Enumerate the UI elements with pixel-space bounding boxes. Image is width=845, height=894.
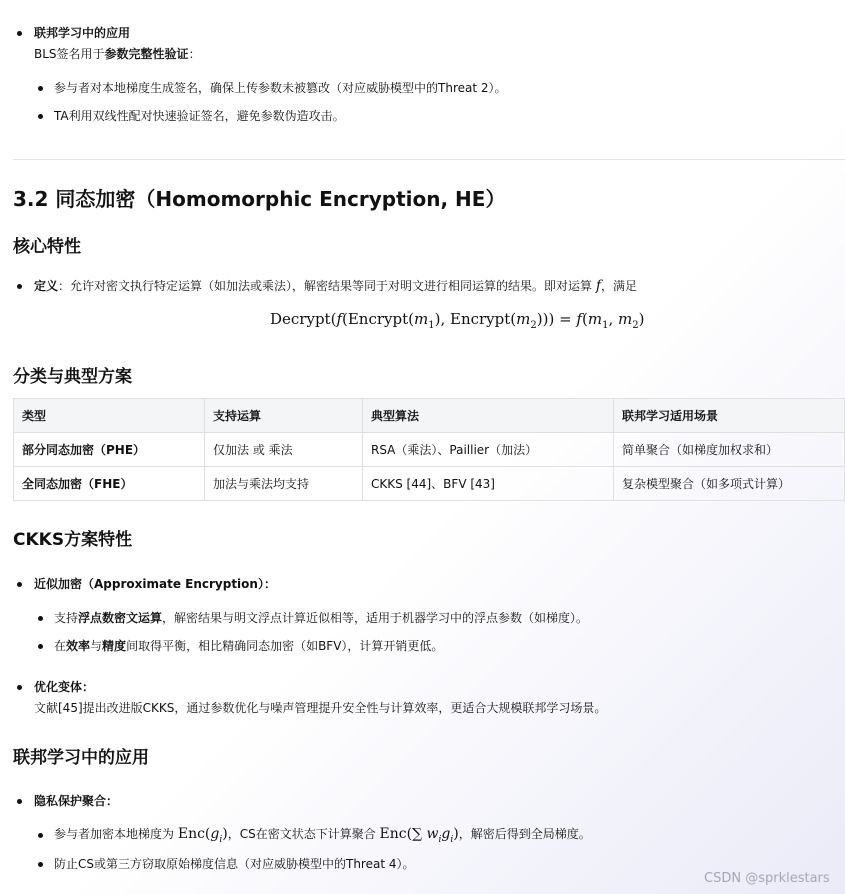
list-item: TA利用双线性配对快速验证签名，避免参数伪造攻击。 <box>54 109 345 123</box>
subsection-heading: 分类与典型方案 <box>13 367 132 387</box>
text-fragment: ，解密后得到全局梯度。 <box>458 827 591 841</box>
list-bullet <box>17 284 22 289</box>
table-cell: 全同态加密（FHE） <box>14 467 205 501</box>
section-title: 联邦学习中的应用 <box>34 26 131 40</box>
table-cell: 仅加法 或 乘法 <box>205 433 363 467</box>
list-item <box>54 826 591 848</box>
list-bullet <box>17 582 22 587</box>
list-item: 参与者对本地梯度生成签名，确保上传参数未被篡改（对应威胁模型中的Threat 2）。 <box>54 81 507 95</box>
list-bullet <box>38 862 43 867</box>
list-item: 防止CS或第三方窃取原始梯度信息（对应威胁模型中的Threat 4）。 <box>54 857 415 871</box>
table-cell: CKKS [44]、BFV [43] <box>363 467 614 501</box>
column-header: 联邦学习适用场景 <box>614 399 845 433</box>
definition-text <box>34 278 637 294</box>
priv-label: 隐私保护聚合 <box>34 794 107 808</box>
table-cell: RSA（乘法）、Paillier（加法） <box>363 433 614 467</box>
text-fragment: ，CS在密文状态下计算聚合 <box>227 827 376 841</box>
text-fragment: 参与者加密本地梯度为 <box>54 827 175 841</box>
text-bold: 精度 <box>102 639 127 653</box>
table-row <box>14 467 845 501</box>
subsection-heading: 联邦学习中的应用 <box>13 748 149 768</box>
definition-body: ：允许对密文执行特定运算（如加法或乘法），解密结果等同于对明文进行相同运算的结果。即对运算 <box>58 279 593 293</box>
desc-suffix: ： <box>188 47 201 61</box>
table-cell: 加法与乘法均支持 <box>205 467 363 501</box>
section-description <box>34 46 201 62</box>
list-item <box>54 610 588 626</box>
list-item-text: 文献[45]提出改进版CKKS，通过参数优化与噪声管理提升安全性与计算效率，更适合大规模联邦学习场景。 <box>34 701 607 715</box>
math-variable: f <box>595 278 602 294</box>
definition-label: 定义 <box>34 279 59 293</box>
section-heading: 3.2 同态加密（Homomorphic Encryption, HE） <box>13 187 506 211</box>
text-fragment: 与 <box>90 639 103 653</box>
approx-label: 近似加密（Approximate Encryption） <box>34 577 264 591</box>
definition-tail: ，满足 <box>601 279 638 293</box>
list-bullet <box>17 685 22 690</box>
list-item-label <box>34 679 94 695</box>
list-item <box>54 638 443 654</box>
text-fragment: ，解密结果与明文浮点计算近似相等，适用于机器学习中的浮点参数（如梯度）。 <box>162 611 589 625</box>
classification-table <box>13 398 845 501</box>
formula <box>270 310 644 331</box>
column-header: 典型算法 <box>363 399 614 433</box>
table-row <box>14 433 845 467</box>
list-bullet <box>17 799 22 804</box>
text-fragment: 在 <box>54 639 67 653</box>
column-header: 类型 <box>14 399 205 433</box>
list-bullet <box>17 31 22 36</box>
watermark: CSDN @sprklestars <box>704 871 830 886</box>
list-bullet <box>38 114 43 119</box>
text-fragment: 支持 <box>54 611 79 625</box>
table-cell: 简单聚合（如梯度加权求和） <box>614 433 845 467</box>
table-cell: 复杂模型聚合（如多项式计算） <box>614 467 845 501</box>
text-bold: 效率 <box>66 639 91 653</box>
list-bullet <box>38 86 43 91</box>
divider <box>13 159 845 160</box>
formula-text: $Decrypt(f(Encrypt(m_1)$, $Encrypt(m_2))) = f(m_1$, $m_2$) <box>270 310 645 331</box>
math-inline: $Enc(g_i)$ <box>177 826 228 845</box>
list-item-label <box>34 576 276 592</box>
desc-bold: 参数完整性验证 <box>104 47 189 61</box>
table-cell: 部分同态加密（PHE） <box>14 433 205 467</box>
list-item-label <box>34 793 118 809</box>
list-bullet <box>38 616 43 621</box>
list-bullet <box>38 644 43 649</box>
text-fragment: 间取得平衡，相比精确同态加密（如BFV），计算开销更低。 <box>126 639 444 653</box>
opt-suffix: ： <box>82 680 95 694</box>
priv-suffix: ： <box>106 794 119 808</box>
text-bold: 浮点数密文运算 <box>78 611 163 625</box>
table-header-row <box>14 399 845 433</box>
list-bullet <box>38 833 43 838</box>
subsection-heading: 核心特性 <box>13 237 81 257</box>
math-inline: Enc(∑ $w_ig_i$) <box>379 826 459 845</box>
subsection-heading: CKKS方案特性 <box>13 530 133 550</box>
desc-prefix: BLS签名用于 <box>34 47 105 61</box>
opt-label: 优化变体 <box>34 680 83 694</box>
approx-suffix: ： <box>263 577 276 591</box>
column-header: 支持运算 <box>205 399 363 433</box>
